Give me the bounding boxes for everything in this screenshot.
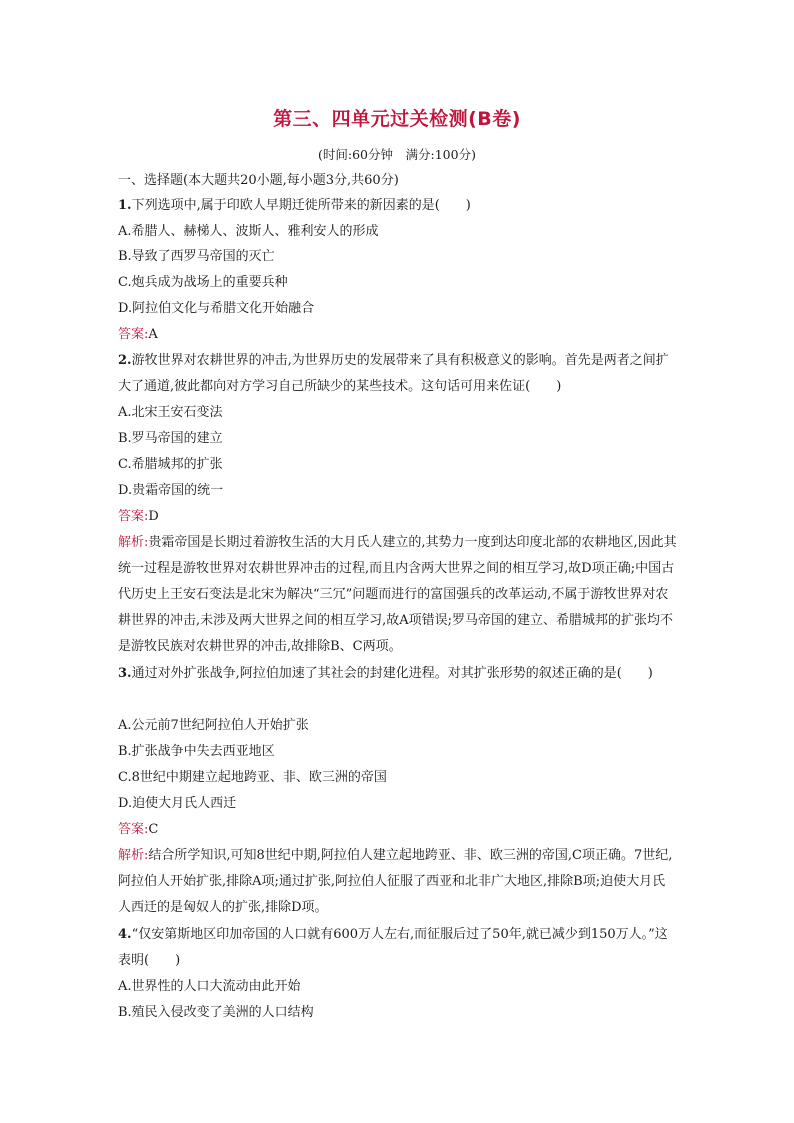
- section-heading: 一、选择题(本大题共20小题,每小题3分,共60分): [118, 173, 399, 188]
- answer-line: [118, 504, 678, 530]
- option-b: B.导致了西罗马帝国的灭亡: [118, 249, 275, 264]
- option-a: A.世界性的人口大流动由此开始: [118, 979, 301, 994]
- question-stem: “仅安第斯地区印加帝国的人口就有600万人左右,而征服后过了50年,就已减少到150万人。”这表明( ): [118, 927, 668, 968]
- option-c: C.8世纪中期建立起地跨亚、非、欧三洲的帝国: [118, 770, 387, 785]
- option-d: D.迫使大月氏人西迁: [118, 796, 237, 811]
- exam-info: (时间:60分钟 满分:100分): [318, 147, 476, 162]
- answer-label: 答案:: [118, 509, 149, 524]
- page-title: 第三、四单元过关检测(B卷): [273, 108, 521, 130]
- answer-value: D: [148, 509, 159, 524]
- answer-value: C: [148, 822, 159, 837]
- option-d: D.贵霜帝国的统一: [118, 483, 224, 498]
- analysis-paragraph: [118, 530, 678, 660]
- question-stem: 下列选项中,属于印欧人早期迁徙所带来的新因素的是( ): [131, 198, 471, 213]
- option-a: A.希腊人、赫梯人、波斯人、雅利安人的形成: [118, 224, 379, 239]
- answer-value: A: [148, 327, 158, 342]
- question-4: [118, 922, 678, 974]
- question-2: [118, 348, 678, 400]
- option-d: D.阿拉伯文化与希腊文化开始融合: [118, 301, 315, 316]
- question-1: [118, 193, 678, 219]
- analysis-label: 解析:: [118, 848, 149, 863]
- question-3: [118, 661, 678, 687]
- option-b: B.扩张战争中失去西亚地区: [118, 744, 275, 759]
- question-number: 4.: [118, 927, 132, 942]
- analysis-text: 结合所学知识,可知8世纪中期,阿拉伯人建立起地跨亚、非、欧三洲的帝国,C项正确。7世纪,阿拉伯人开始扩张,排除A项;通过扩张,阿拉伯人征服了西亚和北非广大地区,排除B项;迫使大月氏人西迁的是匈奴人的扩张,排除D项。: [118, 848, 673, 915]
- analysis-paragraph: [118, 843, 678, 921]
- option-b: B.罗马帝国的建立: [118, 431, 223, 446]
- question-number: 2.: [118, 353, 132, 368]
- option-c: C.希腊城邦的扩张: [118, 457, 223, 472]
- answer-line: [118, 817, 678, 843]
- question-stem: 游牧世界对农耕世界的冲击,为世界历史的发展带来了具有积极意义的影响。首先是两者之间扩大了通道,彼此都向对方学习自己所缺少的某些技术。这句话可用来佐证( ): [118, 353, 669, 394]
- question-number: 3.: [118, 666, 132, 681]
- option-c: C.炮兵成为战场上的重要兵种: [118, 275, 288, 290]
- option-a: A.公元前7世纪阿拉伯人开始扩张: [118, 718, 309, 733]
- option-b: B.殖民入侵改变了美洲的人口结构: [118, 1005, 314, 1020]
- answer-label: 答案:: [118, 822, 149, 837]
- answer-line: [118, 322, 678, 348]
- analysis-text: 贵霜帝国是长期过着游牧生活的大月氏人建立的,其势力一度到达印度北部的农耕地区,因此其统一过程是游牧世界对农耕世界冲击的过程,而且内含两大世界之间的相互学习,故D项正确;中国古代历史上王安石变法是北宋为解决“三冗”问题而进行的富国强兵的改革运动,不属于游牧世界对农耕世界的冲击,未涉及两大世界之间的相互学习,故A项错误;罗马帝国的建立、希腊城邦的扩张均不是游牧民族对农耕世界的冲击,故排除B、C两项。: [118, 535, 677, 654]
- analysis-label: 解析:: [118, 535, 149, 550]
- question-stem: 通过对外扩张战争,阿拉伯加速了其社会的封建化进程。对其扩张形势的叙述正确的是( ): [131, 666, 653, 681]
- question-number: 1.: [118, 198, 132, 213]
- option-a: A.北宋王安石变法: [118, 405, 223, 420]
- answer-label: 答案:: [118, 327, 149, 342]
